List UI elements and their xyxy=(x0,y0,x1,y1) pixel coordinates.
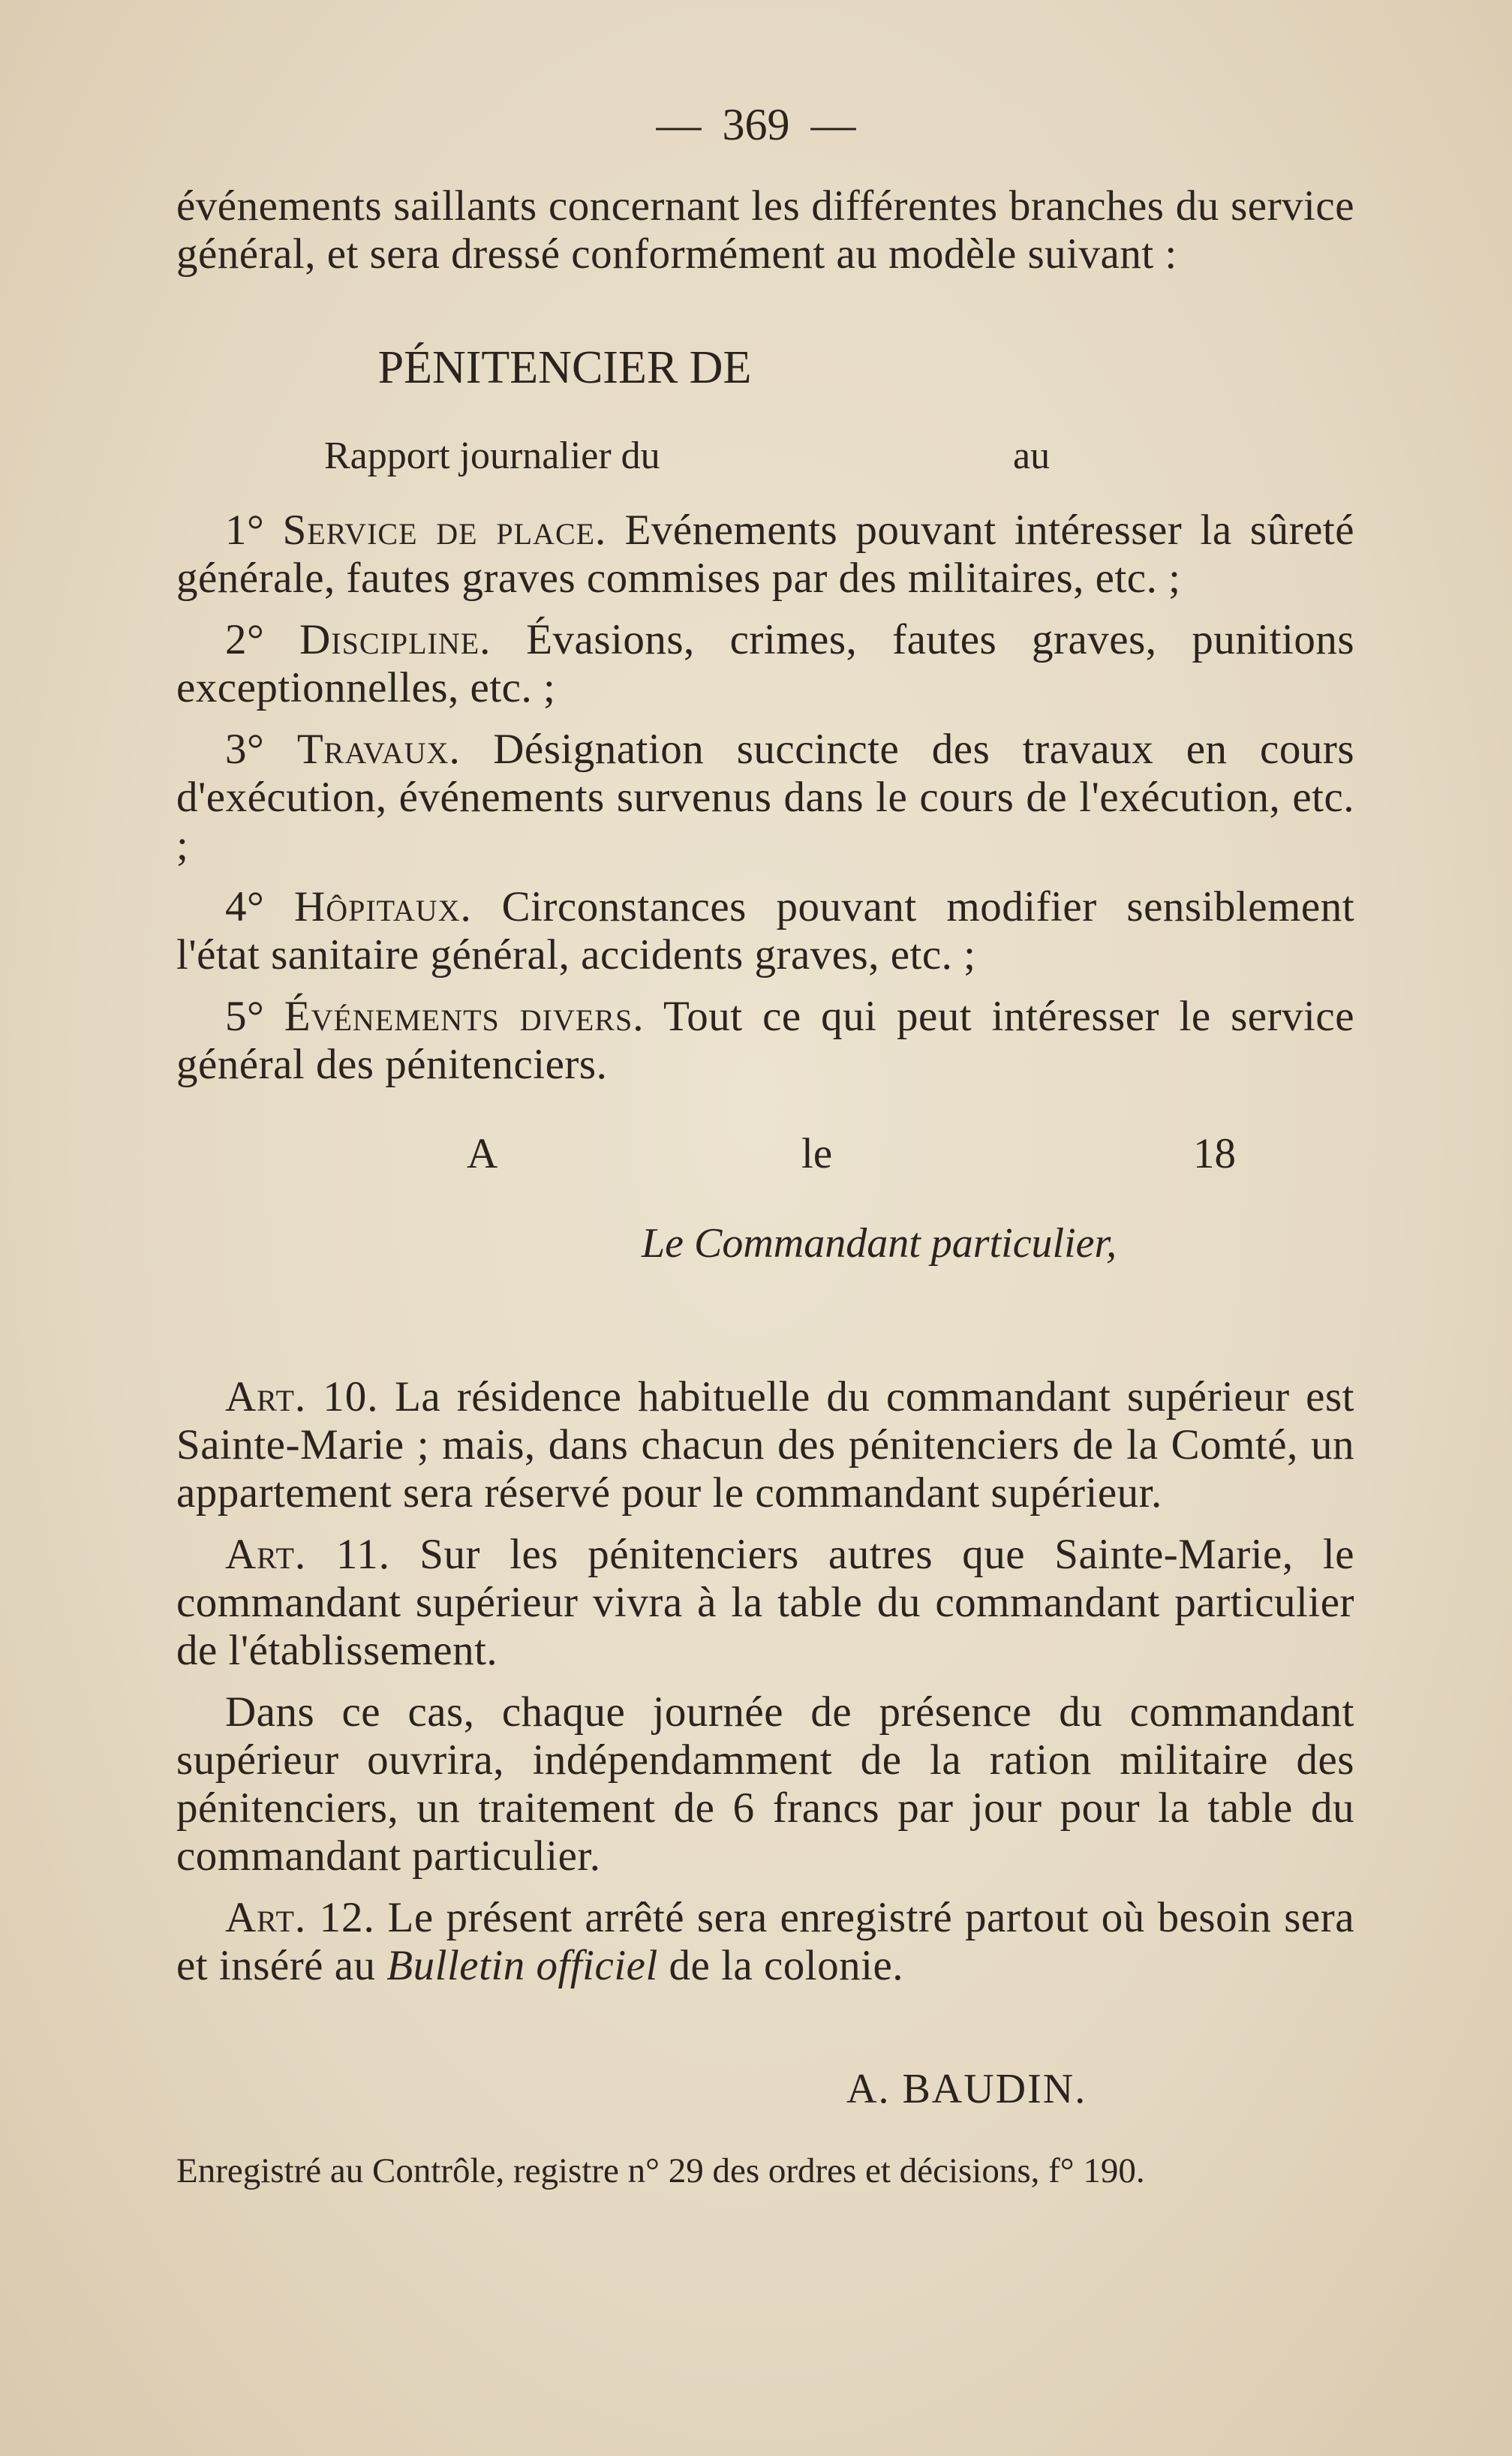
commandant-signature: Le Commandant particulier, xyxy=(642,1220,1117,1267)
list-item: 5° Événements divers. Tout ce qui peut intéresser le service général des pénitenciers. xyxy=(176,993,1354,1088)
article-paragraph: Dans ce cas, chaque journée de présence du commandant supérieur ouvrira, indépendamment de la ration militaire des pénitenciers, un traitement de 6 francs par jour pour la table du commandant particulier. xyxy=(176,1688,1354,1880)
article-11: Art. 11. Sur les pénitenciers autres que Sainte-Marie, le commandant supérieur vivra à la table du commandant particulier de l'établissement. xyxy=(176,1531,1354,1674)
article-10: Art. 10. La résidence habituelle du commandant supérieur est Sainte-Marie ; mais, dans chacun des pénitenciers de la Comté, un appartement sera réservé pour le commandant supérieur. xyxy=(176,1373,1354,1517)
list-item: 2° Discipline. Évasions, crimes, fautes graves, punitions exceptionnelles, etc. ; xyxy=(176,616,1355,711)
articles xyxy=(176,1373,1354,2004)
sign-year: 18 xyxy=(1193,1130,1236,1177)
list-item: 3° Travaux. Désignation succincte des travaux en cours d'exécution, événements survenus dans le cours de l'exécution, etc. ; xyxy=(176,726,1355,869)
list-item: 4° Hôpitaux. Circonstances pouvant modifier sensiblement l'état sanitaire général, accidents graves, etc. ; xyxy=(176,883,1355,978)
article-12: Art. 12. Le présent arrêté sera enregistré partout où besoin sera et inséré au Bulletin officiel de la colonie. xyxy=(176,1894,1355,1989)
report-label: Rapport journalier du xyxy=(324,434,660,477)
baudin-signature: A. BAUDIN. xyxy=(846,2066,1087,2112)
list-item: 1° Service de place. Evénements pouvant intéresser la sûreté générale, fautes graves commises par des militaires, etc. ; xyxy=(176,507,1355,602)
intro-paragraph: événements saillants concernant les différentes branches du service général, et sera dressé conformément au modèle suivant : xyxy=(176,182,1354,278)
registration-footnote: Enregistré au Contrôle, registre n° 29 des ordres et décisions, f° 190. xyxy=(176,2151,1145,2190)
report-au: au xyxy=(1013,434,1051,477)
model-title: PÉNITENCIER DE xyxy=(377,342,752,393)
sign-place: A xyxy=(467,1130,498,1177)
sign-date: le xyxy=(801,1130,833,1177)
page-number: — 369 — xyxy=(656,100,856,149)
item-list xyxy=(176,507,1354,1102)
